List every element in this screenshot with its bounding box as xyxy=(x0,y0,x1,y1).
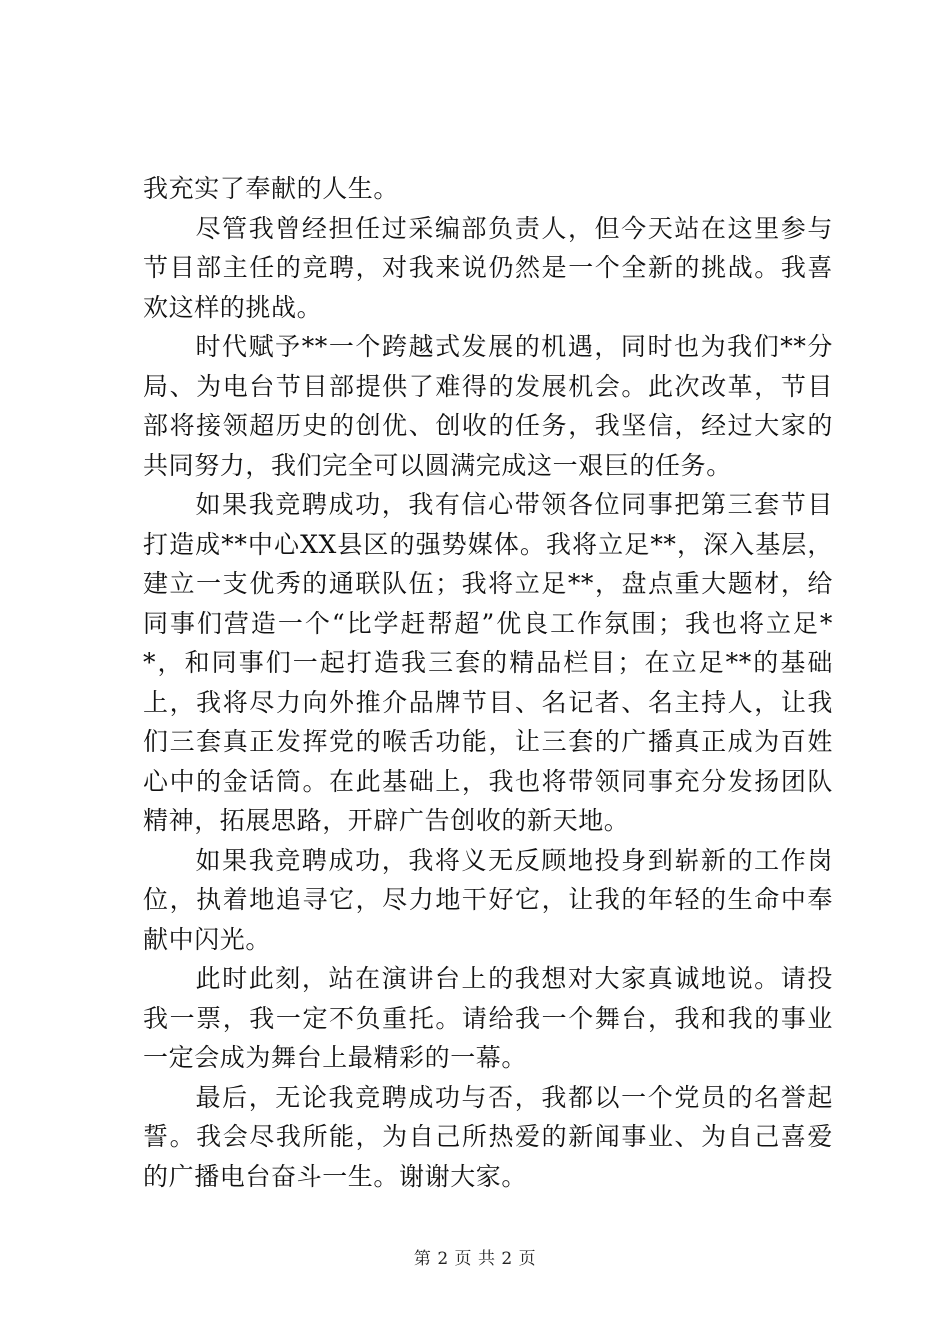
paragraph-continuation: 我充实了奉献的人生。 xyxy=(143,174,400,203)
paragraph-plan: 如果我竞聘成功，我有信心带领各位同事把第三套节目打造成**中心XX县区的强势媒体。我将立足**，深入基层，建立一支优秀的通联队伍；我将立足**，盘点重大题材，给同事们营造一个“比学赶帮超”优良工作氛围；我也将立足**，和同事们一起打造我三套的精品栏目；在立足**的基础上，我将尽力向外推介品牌节目、名记者、名主持人，让我们三套真正发挥党的喉舌功能，让三套的广播真正成为百姓心中的金话筒。在此基础上，我也将带领同事充分发扬团队精神，拓展思路，开辟广告创收的新天地。 xyxy=(143,490,833,835)
paragraph-closing: 最后，无论我竞聘成功与否，我都以一个党员的名誉起誓。我会尽我所能，为自己所热爱的新闻事业、为自己喜爱的广播电台奋斗一生。谢谢大家。 xyxy=(143,1082,833,1191)
document-body xyxy=(143,169,833,1196)
page-footer: 第 2 页 共 2 页 xyxy=(413,1249,537,1269)
paragraph-commitment: 如果我竞聘成功，我将义无反顾地投身到崭新的工作岗位，执着地追寻它，尽力地干好它，让我的年轻的生命中奉献中闪光。 xyxy=(143,845,833,954)
paragraph-appeal: 此时此刻，站在演讲台上的我想对大家真诚地说。请投我一票，我一定不负重托。请给我一个舞台，我和我的事业一定会成为舞台上最精彩的一幕。 xyxy=(143,964,833,1072)
paragraph-challenge: 尽管我曾经担任过采编部负责人，但今天站在这里参与节目部主任的竞聘，对我来说仍然是一个全新的挑战。我喜欢这样的挑战。 xyxy=(143,213,833,322)
paragraph-opportunity: 时代赋予**一个跨越式发展的机遇，同时也为我们**分局、为电台节目部提供了难得的发展机会。此次改革，节目部将接领超历史的创优、创收的任务，我坚信，经过大家的共同努力，我们完全可以圆满完成这一艰巨的任务。 xyxy=(143,332,833,480)
